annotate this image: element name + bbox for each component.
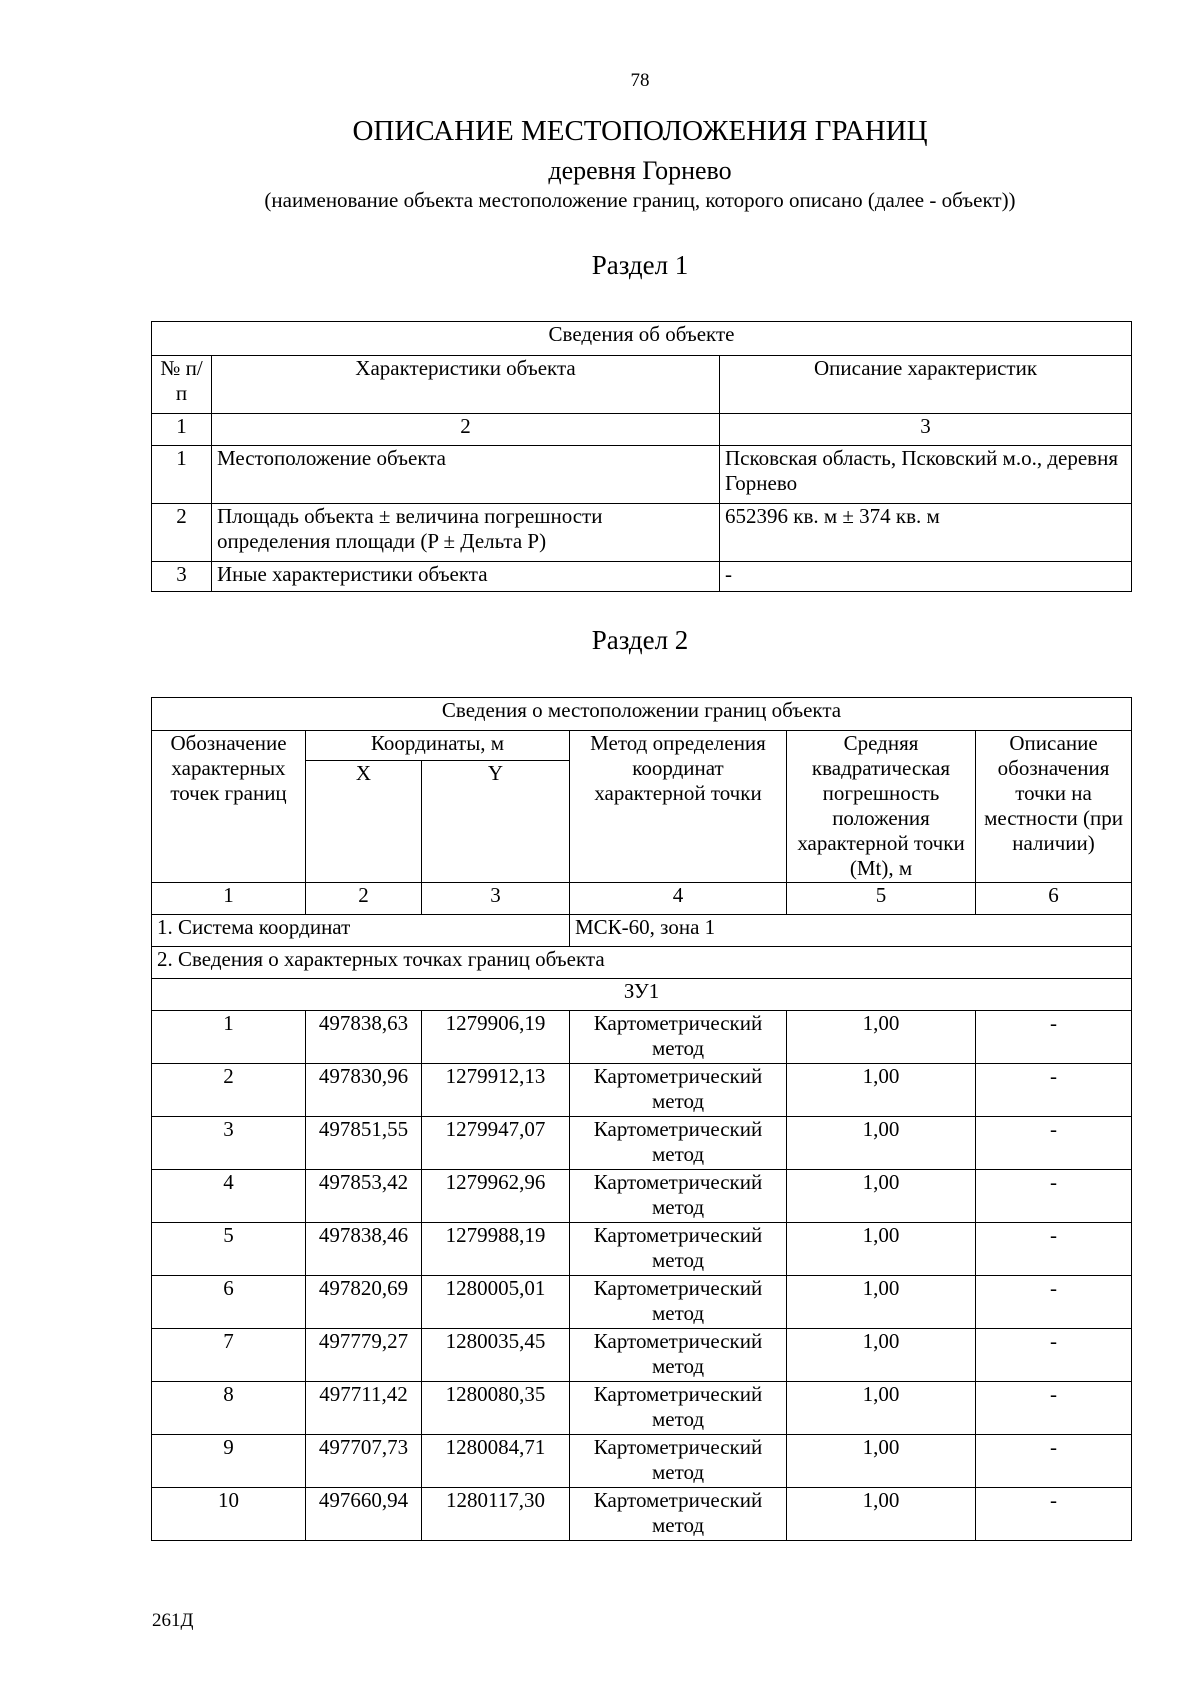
coordinate-y-cell: 1280080,35 [422,1382,570,1435]
row-number: 3 [152,562,212,592]
point-description-cell: - [976,1011,1132,1064]
coordinate-x-cell: 497853,42 [306,1170,422,1223]
table-row [152,504,1132,562]
coordinate-y-cell: 1280117,30 [422,1488,570,1541]
point-description-cell: - [976,1329,1132,1382]
point-number-cell: 6 [152,1276,306,1329]
header-designation: Обозначение характерных точек границ [152,731,306,883]
coordinate-x-cell: 497838,63 [306,1011,422,1064]
point-number-cell: 3 [152,1117,306,1170]
method-cell: Картометрический метод [570,1011,787,1064]
point-description-cell: - [976,1064,1132,1117]
page-number: 78 [630,70,650,91]
error-cell: 1,00 [787,1064,976,1117]
points-section-label: 2. Сведения о характерных точках границ объекта [152,947,1132,979]
column-number: 1 [152,883,306,915]
header-error: Средняя квадратическая погрешность положения характерной точки (Mt), м [787,731,976,883]
table-row [152,1435,1132,1488]
coordinate-x-cell: 497851,55 [306,1117,422,1170]
point-description-cell: - [976,1170,1132,1223]
table-row [152,1276,1132,1329]
table-row [152,1329,1132,1382]
point-number-cell: 4 [152,1170,306,1223]
description-cell: Псковская область, Псковский м.о., деревня Горнево [720,446,1132,504]
method-cell: Картометрический метод [570,1223,787,1276]
header-y: Y [422,761,570,883]
coordinate-y-cell: 1280005,01 [422,1276,570,1329]
coordinate-x-cell: 497707,73 [306,1435,422,1488]
point-number-cell: 9 [152,1435,306,1488]
point-description-cell: - [976,1276,1132,1329]
method-cell: Картометрический метод [570,1329,787,1382]
parcel-label: ЗУ1 [152,979,1132,1011]
coordinate-y-cell: 1279962,96 [422,1170,570,1223]
coordinate-system-label: 1. Система координат [152,915,570,947]
method-cell: Картометрический метод [570,1382,787,1435]
error-cell: 1,00 [787,1382,976,1435]
method-cell: Картометрический метод [570,1064,787,1117]
point-number-cell: 1 [152,1011,306,1064]
column-number: 2 [306,883,422,915]
table-row [152,1064,1132,1117]
characteristic-cell: Местоположение объекта [212,446,720,504]
row-number: 2 [152,504,212,562]
description-cell: - [720,562,1132,592]
point-number-cell: 10 [152,1488,306,1541]
column-number: 3 [720,414,1132,446]
coordinate-y-cell: 1280035,45 [422,1329,570,1382]
header-number: № п/п [152,356,212,414]
method-cell: Картометрический метод [570,1170,787,1223]
coordinate-system-value: МСК-60, зона 1 [570,915,1132,947]
coordinate-y-cell: 1279947,07 [422,1117,570,1170]
table-row [152,1382,1132,1435]
table-row [152,1011,1132,1064]
method-cell: Картометрический метод [570,1117,787,1170]
point-description-cell: - [976,1223,1132,1276]
coordinate-x-cell: 497711,42 [306,1382,422,1435]
column-number: 2 [212,414,720,446]
table-row [152,1170,1132,1223]
boundary-info-caption: Сведения о местоположении границ объекта [152,698,1132,731]
section-2-title: Раздел 2 [591,625,689,655]
row-number: 1 [152,446,212,504]
error-cell: 1,00 [787,1011,976,1064]
characteristic-cell: Площадь объекта ± величина погрешности определения площади (P ± Дельта P) [212,504,720,562]
point-number-cell: 7 [152,1329,306,1382]
footer-code: 261Д [152,1610,194,1631]
header-description: Описание обозначения точки на местности (при наличии) [976,731,1132,883]
column-number: 4 [570,883,787,915]
object-info-table [151,321,1132,592]
document-title: ОПИСАНИЕ МЕСТОПОЛОЖЕНИЯ ГРАНИЦ [352,115,928,147]
coordinate-x-cell: 497660,94 [306,1488,422,1541]
error-cell: 1,00 [787,1117,976,1170]
document-subtitle: деревня Горнево [548,156,732,185]
method-cell: Картометрический метод [570,1435,787,1488]
coordinate-y-cell: 1279912,13 [422,1064,570,1117]
point-number-cell: 8 [152,1382,306,1435]
column-number: 1 [152,414,212,446]
coordinate-x-cell: 497830,96 [306,1064,422,1117]
coordinate-y-cell: 1280084,71 [422,1435,570,1488]
coordinate-y-cell: 1279906,19 [422,1011,570,1064]
object-info-caption: Сведения об объекте [152,322,1132,356]
header-method: Метод определения координат характерной точки [570,731,787,883]
method-cell: Картометрический метод [570,1276,787,1329]
error-cell: 1,00 [787,1276,976,1329]
column-number: 6 [976,883,1132,915]
error-cell: 1,00 [787,1488,976,1541]
header-description: Описание характеристик [720,356,1132,414]
error-cell: 1,00 [787,1223,976,1276]
table-row [152,446,1132,504]
point-number-cell: 5 [152,1223,306,1276]
header-characteristic: Характеристики объекта [212,356,720,414]
boundary-points-table [151,697,1132,1541]
column-number: 5 [787,883,976,915]
header-x: X [306,761,422,883]
coordinate-x-cell: 497838,46 [306,1223,422,1276]
document-caption: (наименование объекта местоположение границ, которого описано (далее - объект)) [264,188,1016,212]
error-cell: 1,00 [787,1435,976,1488]
coordinate-x-cell: 497820,69 [306,1276,422,1329]
characteristic-cell: Иные характеристики объекта [212,562,720,592]
table-row [152,1117,1132,1170]
point-description-cell: - [976,1382,1132,1435]
point-description-cell: - [976,1117,1132,1170]
error-cell: 1,00 [787,1329,976,1382]
point-description-cell: - [976,1488,1132,1541]
coordinate-y-cell: 1279988,19 [422,1223,570,1276]
coordinate-x-cell: 497779,27 [306,1329,422,1382]
table-row [152,1488,1132,1541]
header-coordinates: Координаты, м [306,731,570,761]
table-row [152,562,1132,592]
section-1-title: Раздел 1 [591,250,689,280]
point-number-cell: 2 [152,1064,306,1117]
column-number: 3 [422,883,570,915]
table-row [152,1223,1132,1276]
error-cell: 1,00 [787,1170,976,1223]
method-cell: Картометрический метод [570,1488,787,1541]
point-description-cell: - [976,1435,1132,1488]
description-cell: 652396 кв. м ± 374 кв. м [720,504,1132,562]
